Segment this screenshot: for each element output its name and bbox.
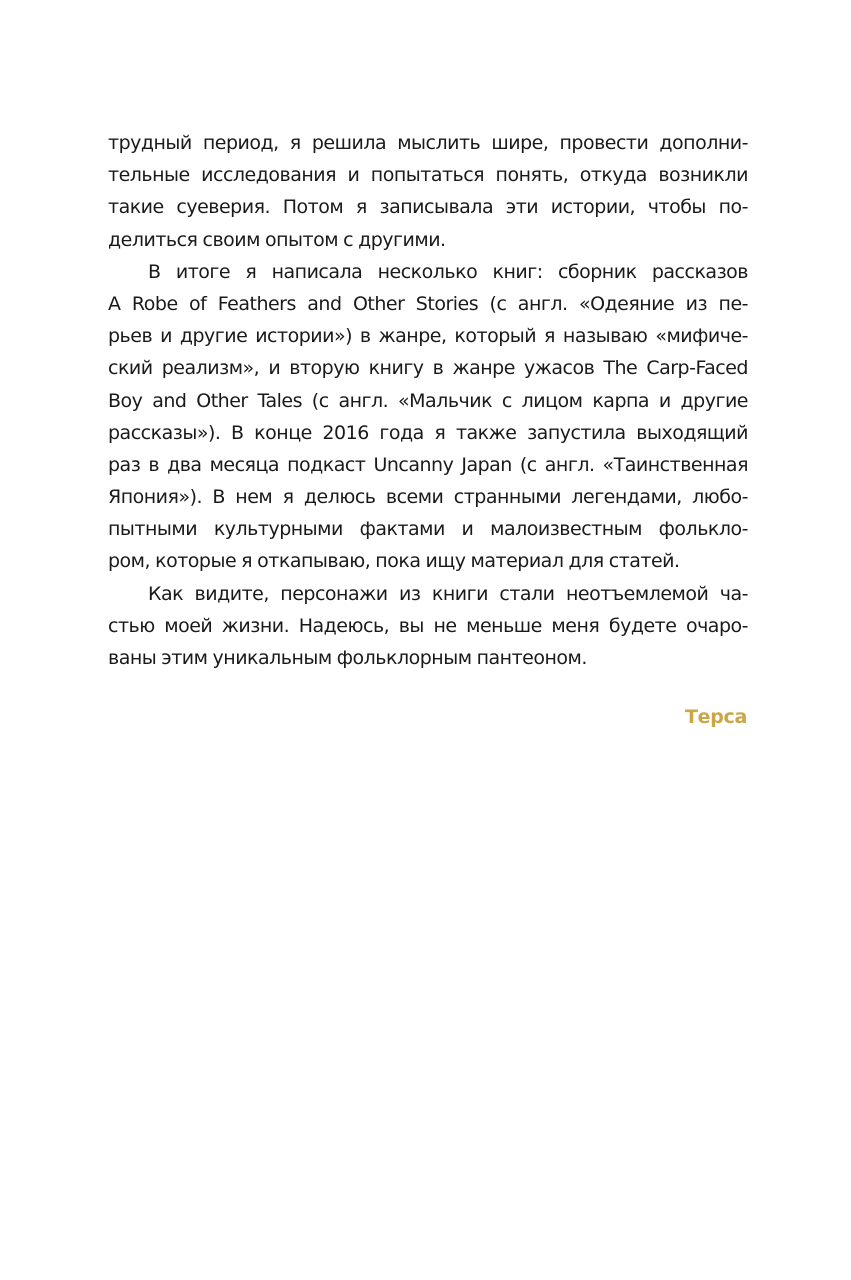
paragraph-3 — [108, 578, 748, 675]
text-line: такие суеверия. Потом я записывала эти истории, чтобы по- — [108, 196, 748, 219]
paragraph-1 — [108, 127, 748, 256]
text-line: пытными культурными фактами и малоизвестным фолькло- — [108, 518, 748, 541]
body-text — [108, 127, 748, 674]
author-signature: Терса — [684, 706, 747, 728]
text-line: рьев и другие истории») в жанре, который я называю «мифиче- — [108, 325, 748, 348]
text-line: Япония»). В нем я делюсь всеми странными легендами, любо- — [108, 486, 748, 509]
text-line: рассказы»). В конце 2016 года я также запустила выходящий — [108, 421, 748, 444]
text-line: ский реализм», и вторую книгу в жанре ужасов The Carp-Faced — [108, 357, 748, 380]
text-line: делиться своим опытом с другими. — [108, 228, 446, 251]
text-line: стью моей жизни. Надеюсь, вы не меньше меня будете очаро- — [108, 614, 748, 637]
text-line: A Robe of Feathers and Other Stories (с англ. «Одеяние из пе- — [108, 292, 748, 315]
text-line: трудный период, я решила мыслить шире, провести дополни- — [108, 132, 748, 154]
text-line: Boy and Other Tales (с англ. «Мальчик с лицом карпа и другие — [108, 389, 748, 412]
text-line: Как видите, персонажи из книги стали неотъемлемой ча- — [148, 582, 748, 605]
text-line: ром, которые я откапываю, пока ищу материал для статей. — [108, 550, 680, 573]
text-line: раз в два месяца подкаст Uncanny Japan (с англ. «Таинственная — [108, 453, 748, 476]
text-line: ваны этим уникальным фольклорным пантеоном. — [108, 647, 587, 669]
text-line: тельные исследования и попытаться понять, откуда возникли — [108, 164, 748, 187]
text-line: В итоге я написала несколько книг: сборник рассказов — [148, 260, 748, 283]
paragraph-2 — [108, 256, 748, 578]
